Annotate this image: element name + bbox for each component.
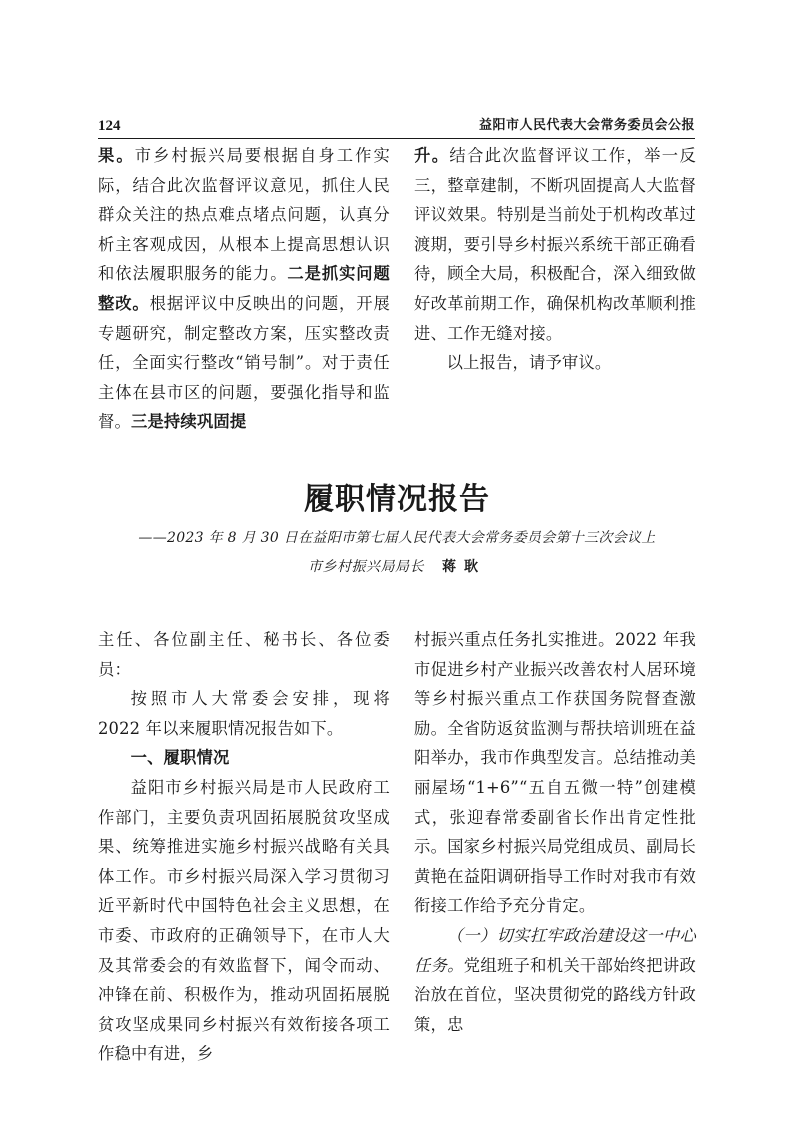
- author-role: 市乡村振兴局局长: [308, 559, 424, 575]
- header-rule: [98, 138, 695, 139]
- paragraph-text: 市乡村振兴局要根据自身工作实际，结合此次监督评议意见，抓住人民群众关注的热点难点堵点问题，认真分析主客观成因，从根本上提高思想认识和依法履职服务的能力。: [98, 146, 390, 284]
- top-right-column: [414, 141, 696, 378]
- bottom-right-column: [414, 625, 696, 1039]
- page-header: [98, 116, 695, 136]
- page-number: 124: [98, 118, 121, 134]
- bold-lead-right: 升。: [414, 146, 450, 165]
- paragraph-text-right: 结合此次监督评议工作，举一反三，整章建制，不断巩固提高人大监督评议效果。特别是当前处于机构改革过渡期，要引导乡村振兴系统干部正确看待，顾全大局，积极配合，深入细致做好改革前期工作，确保机构改革顺利推进、工作无缝对接。: [414, 146, 696, 343]
- bold-point-three: 三是持续巩固提: [130, 412, 247, 432]
- top-left-column: [98, 141, 390, 437]
- report-title: 履职情况报告: [304, 482, 490, 517]
- bold-point-two: 二是抓实问题整改。: [98, 264, 391, 313]
- subsection-heading: （一）切实扛牢政治建设这一中心任务。: [414, 925, 696, 975]
- author-line: [0, 555, 794, 579]
- subsection-paragraph: [414, 921, 696, 1039]
- continued-paragraph-right: [414, 141, 696, 348]
- continued-paragraph: [98, 141, 390, 437]
- report-subtitle: ——2023 年 8 月 30 日在益阳市第七届人民代表大会常务委员会第十三次会议上: [138, 530, 656, 546]
- author-name: 蒋耿: [442, 559, 486, 575]
- main-paragraph-continued: 村振兴重点任务扎实推进。2022 年我市促进乡村产业振兴改善农村人居环境等乡村振兴重点工作获国务院督查激励。全省防返贫监测与帮扶培训班在益阳举办，我市作典型发言。总结推动美丽屋场“1+6”“五自五微一特”创建模式，张迎春常委副省长作出肯定性批示。国家乡村振兴局党组成员、副局长黄艳在益阳调研指导工作时对我市有效衔接工作给予充分肯定。: [414, 630, 696, 916]
- closing-line: 以上报告，请予审议。: [446, 353, 612, 373]
- section-heading: 一、履职情况: [130, 748, 230, 768]
- intro-paragraph: 按照市人大常委会安排，现将 2022 年以来履职情况报告如下。: [98, 689, 390, 738]
- main-paragraph: 益阳市乡村振兴局是市人民政府工作部门，主要负责巩固拓展脱贫攻坚成果、统筹推进实施乡村振兴战略有关具体工作。市乡村振兴局深入学习贯彻习近平新时代中国特色社会主义思想，在市委、市政府的正确领导下，在市人大及其常委会的有效监督下，闻令而动、冲锋在前、积极作为，推动巩固拓展脱贫攻坚成果同乡村振兴有效衔接各项工作稳中有进，乡: [98, 777, 390, 1064]
- paragraph-text-2: 根据评议中反映出的问题，开展专题研究，制定整改方案，压实整改责任，全面实行整改“销号制”。对于责任主体在县市区的问题，要强化指导和监督。: [98, 293, 390, 432]
- salutation: 主任、各位副主任、秘书长、各位委员：: [98, 630, 390, 679]
- journal-title: 益阳市人民代表大会常务委员会公报: [478, 118, 695, 133]
- subsection-text: 党组班子和机关干部始终把讲政治放在首位，坚决贯彻党的路线方针政策，忠: [414, 955, 696, 1034]
- bottom-left-column: [98, 625, 390, 1069]
- bold-lead: 果。: [98, 146, 135, 165]
